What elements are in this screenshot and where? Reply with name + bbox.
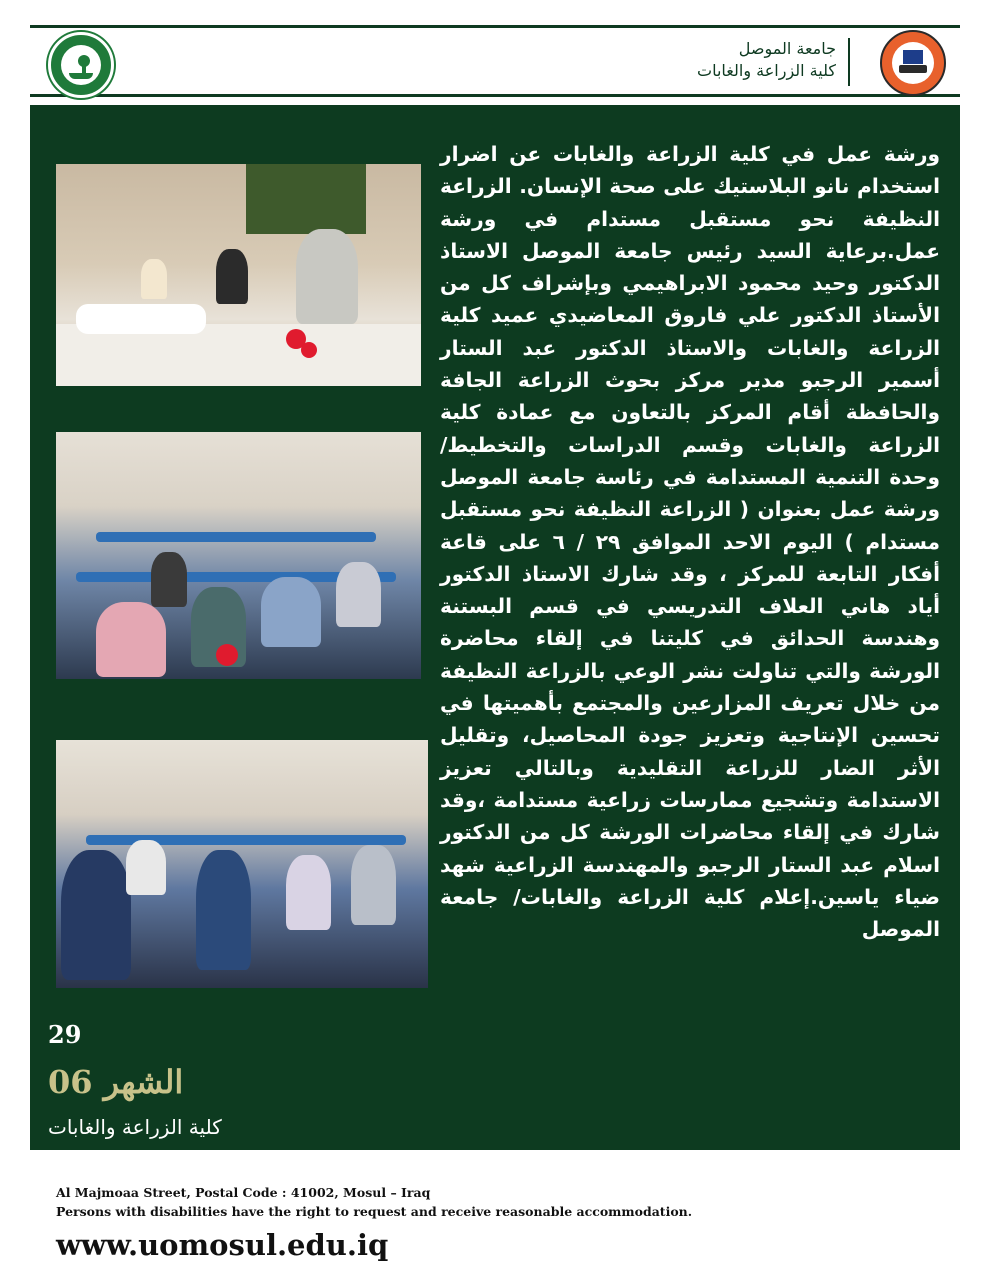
- header-titles: [697, 38, 836, 82]
- date-college: كلية الزراعة والغابات: [48, 1115, 222, 1139]
- footer-info: [56, 1183, 692, 1221]
- workshop-photo-audience: [56, 432, 421, 679]
- news-panel: [30, 105, 960, 1150]
- workshop-photo-attendees: [56, 740, 428, 988]
- header-university: جامعة الموصل: [738, 39, 836, 58]
- date-month: الشهر 06: [48, 1063, 184, 1101]
- footer-accessibility: Persons with disabilities have the right to request and receive reasonable accommodation.: [56, 1204, 693, 1219]
- footer-website-link[interactable]: www.uomosul.edu.iq: [56, 1228, 389, 1262]
- header-college: كلية الزراعة والغابات: [697, 61, 836, 80]
- footer-address: Al Majmoaa Street, Postal Code : 41002, Mosul – Iraq: [56, 1185, 431, 1200]
- page-header: [30, 25, 960, 97]
- header-divider: [848, 38, 850, 86]
- workshop-photo-speakers: [56, 164, 421, 386]
- college-logo-icon: [48, 32, 114, 98]
- article-body: ورشة عمل في كلية الزراعة والغابات عن اضرار استخدام نانو البلاستيك على صحة الإنسان. الزراعة النظيفة نحو مستقبل مستدام في ورشة عمل.برعاية السيد رئيس جامعة الموصل الاستاذ الدكتور وحيد محمود الابراهيمي وبإشراف كل من الأستاذ الدكتور علي فاروق المعاضيدي عميد كلية الزراعة والغابات والاستاذ الدكتور عبد الستار أسمير الرجبو مدير مركز بحوث الزراعة الجافة والحافظة أقام المركز بالتعاون مع عمادة كلية الزراعة والغابات وقسم الدراسات والتخطيط/ وحدة التنمية المستدامة في رئاسة جامعة الموصل ورشة عمل بعنوان ( الزراعة النظيفة نحو مستقبل مستدام ) اليوم الاحد الموافق ٢٩ / ٦ على قاعة أفكار التابعة للمركز ، وقد شارك الاستاذ الدكتور أياد هاني العلاف التدريسي في قسم البستنة وهندسة الحدائق في كليتنا في إلقاء محاضرة الورشة والتي تناولت نشر الوعي بالزراعة النظيفة من خلال تعريف المزارعين والمجتمع بأهميتها في تحسين الإنتاجية وتعزيز جودة المحاصيل، وتقليل الأثر الضار للزراعة التقليدية وبالتالي تعزيز الاستدامة وتشجيع ممارسات زراعية مستدامة ،وقد شارك في إلقاء محاضرات الورشة كل من الدكتور اسلام عبد الستار الرجبو والمهندسة الزراعية شهد ضياء ياسين.إعلام كلية الزراعة والغابات/ جامعة الموصل: [440, 142, 941, 942]
- date-day: 29: [48, 1020, 82, 1049]
- university-logo-icon: [880, 30, 946, 96]
